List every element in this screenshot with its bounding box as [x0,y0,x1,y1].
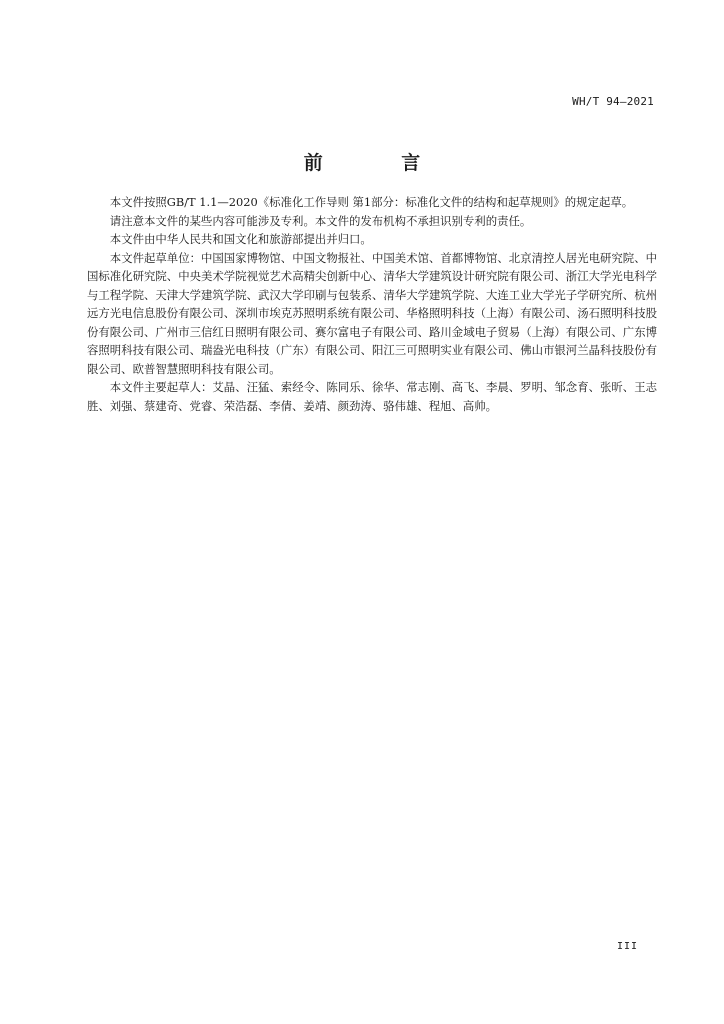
paragraph-patent-notice: 请注意本文件的某些内容可能涉及专利。本文件的发布机构不承担识别专利的责任。 [109,213,532,228]
paragraph-main-drafters: 本文件主要起草人：艾晶、汪猛、索经令、陈同乐、徐华、常志刚、高飞、李晨、罗明、邹念育、张昕、王志胜、刘强、蔡建奇、党睿、荣浩磊、李倩、姜靖、颜劲涛、骆伟雄、程旭、高帅。 [87,380,657,413]
standard-code: WH/T 94—2021 [572,95,654,108]
page-number: III [616,941,638,952]
paragraph-drafting-rules: 本文件按照GB/T 1.1—2020《标准化工作导则 第1部分：标准化文件的结构和起草规则》的规定起草。 [109,195,634,209]
page-title: 前 言 [303,152,457,174]
paragraph-proposer: 本文件由中华人民共和国文化和旅游部提出并归口。 [109,232,372,246]
foreword-body [87,193,657,415]
paragraph-drafting-organizations: 本文件起草单位：中国国家博物馆、中国文物报社、中国美术馆、首都博物馆、北京清控人居光电研究院、中国标准化研究院、中央美术学院视觉艺术高精尖创新中心、清华大学建筑设计研究院有限公司、浙江大学光电科学与工程学院、天津大学建筑学院、武汉大学印刷与包装系、清华大学建筑学院、大连工业大学光子学研究所、杭州远方光电信息股份有限公司、深圳市埃克苏照明系统有限公司、华格照明科技（上海）有限公司、汤石照明科技股份有限公司、广州市三信红日照明有限公司、赛尔富电子有限公司、路川金域电子贸易（上海）有限公司、广东博容照明科技有限公司、瑞盎光电科技（广东）有限公司、阳江三可照明实业有限公司、佛山市银河兰晶科技股份有限公司、欧普智慧照明科技有限公司。 [87,250,657,376]
